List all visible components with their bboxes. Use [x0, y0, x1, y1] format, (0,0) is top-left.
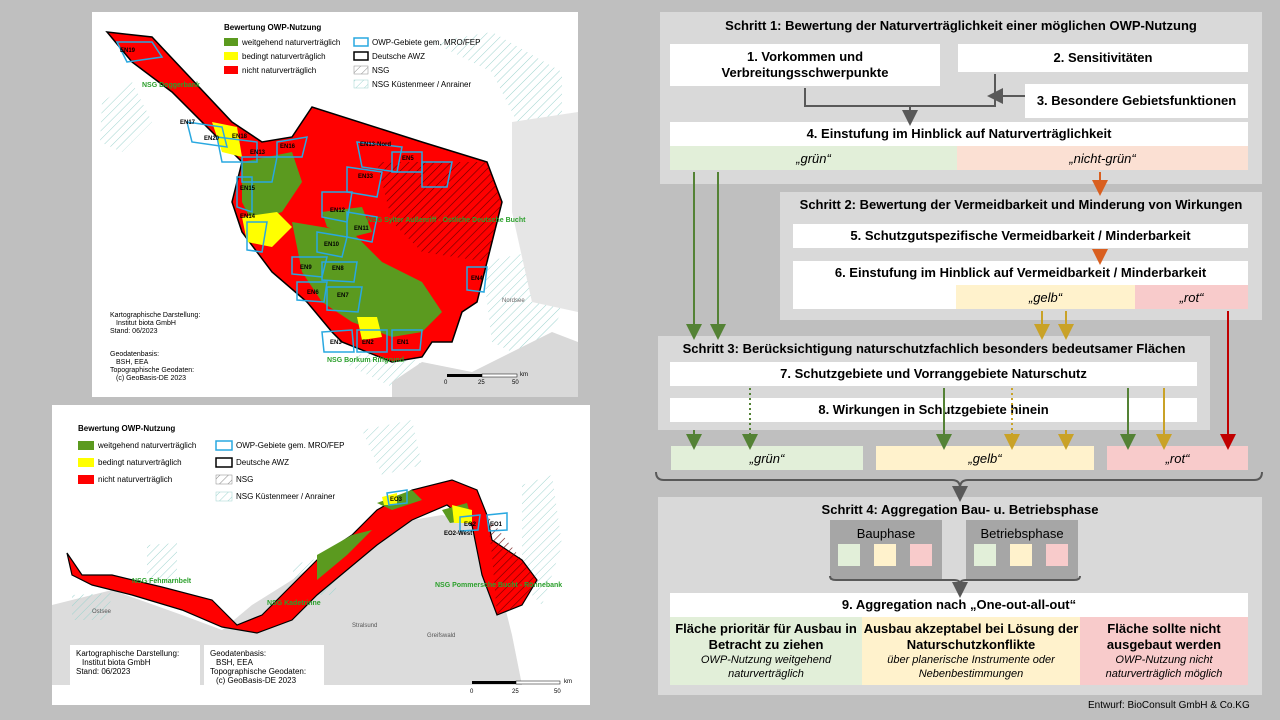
area-label: EN14 [240, 214, 256, 220]
nsg-label: NSG Doggerbank [142, 82, 200, 89]
map2-scale-bar [470, 679, 572, 695]
nsg-label: NSG Borkum Riffgrund [327, 357, 404, 364]
area-label: EN7 [337, 293, 349, 299]
legend-item: weitgehend naturverträglich [242, 38, 341, 47]
legend-item: nicht naturverträglich [242, 66, 317, 75]
nsg-kuestenmeer-area [72, 593, 112, 620]
final-gruen-sub: OWP-Nutzung weitgehend naturverträglich [700, 654, 832, 680]
result-white-spacer [793, 285, 956, 309]
final-rot [1080, 617, 1248, 685]
svg-text:EO2-West: EO2-West [444, 531, 473, 537]
svg-text:BSH, EEA: BSH, EEA [216, 658, 253, 667]
bauphase-swatch-gruen [838, 544, 860, 566]
svg-text:NSG Kadetrinne: NSG Kadetrinne [267, 600, 321, 607]
area-label: EN10 [324, 242, 340, 248]
legend-item: OWP-Gebiete gem. MRO/FEP [372, 38, 481, 47]
step3-title: Schritt 3: Berücksichtigung naturschutzfachlich besonders bedeutsamer Flächen [682, 341, 1186, 356]
svg-text:Geodatenbasis:: Geodatenbasis: [210, 649, 267, 658]
box-4-einstufung: 4. Einstufung im Hinblick auf Naturverträglichkeit [670, 122, 1248, 146]
area-label: EN2 [362, 340, 374, 346]
svg-text:25: 25 [512, 689, 519, 695]
step1-title: Schritt 1: Bewertung der Naturverträglichkeit einer möglichen OWP-Nutzung [725, 18, 1197, 33]
map-ostsee-graphic [52, 405, 590, 705]
bracket-outcomes [656, 472, 1262, 488]
nsg-kuestenmeer-area [362, 420, 422, 475]
area-label: EN33 [358, 174, 374, 180]
box-6-einstufung-vermeidbarkeit: 6. Einstufung im Hinblick auf Vermeidbarkeit / Minderbarkeit [793, 261, 1248, 285]
map-nordsee [92, 12, 578, 397]
step4-title: Schritt 4: Aggregation Bau- u. Betriebsphase [821, 502, 1099, 517]
svg-text:Institut biota GmbH: Institut biota GmbH [82, 658, 151, 667]
svg-text:Stand: 06/2023: Stand: 06/2023 [110, 328, 158, 335]
result-nicht-gruen-step1: „nicht-grün“ [957, 146, 1248, 170]
area-label: EN8 [332, 266, 344, 272]
final-rot-title: Fläche sollte nicht ausgebaut werden [1106, 621, 1222, 652]
area-label: EN11 [354, 226, 369, 232]
area-label: EN13 [250, 150, 266, 156]
area-label: EN3 [330, 340, 342, 346]
box-7-schutzgebiete: 7. Schutzgebiete und Vorranggebiete Naturschutz [670, 362, 1197, 386]
svg-text:0: 0 [470, 689, 474, 695]
svg-text:NSG Pommersche Bucht - Rönneba: NSG Pommersche Bucht - Rönnebank [435, 582, 563, 589]
box-5-vermeidbarkeit: 5. Schutzgutspezifische Vermeidbarkeit / Minderbarkeit [793, 224, 1248, 248]
svg-text:BSH, EEA: BSH, EEA [116, 359, 149, 366]
area-label: EN19 [120, 48, 136, 54]
area-label: EN20 [204, 136, 220, 142]
legend-title: Bewertung OWP-Nutzung [224, 23, 322, 32]
betriebsphase-swatch-gruen [974, 544, 996, 566]
svg-text:Stand: 06/2023: Stand: 06/2023 [76, 667, 131, 676]
area-label: EN4 [471, 276, 483, 282]
svg-text:Bewertung OWP-Nutzung: Bewertung OWP-Nutzung [78, 424, 176, 433]
svg-text:NSG: NSG [236, 475, 254, 484]
svg-text:Institut biota GmbH: Institut biota GmbH [116, 320, 176, 327]
step2-title: Schritt 2: Bewertung der Vermeidbarkeit und Minderung von Wirkungen [799, 197, 1243, 212]
map2-credits [70, 645, 324, 689]
final-gelb-title: Ausbau akzeptabel bei Lösung der Naturschutzkonflikte [863, 621, 1079, 652]
result-gruen-step1: „grün“ [670, 146, 957, 170]
legend-item: NSG Küstenmeer / Anrainer [372, 80, 472, 89]
svg-text:50: 50 [554, 689, 561, 695]
box-3-gebietsfunktionen: 3. Besondere Gebietsfunktionen [1025, 84, 1248, 118]
svg-text:EO1: EO1 [490, 522, 503, 528]
area-label: EN16 [280, 144, 296, 150]
svg-text:weitgehend naturverträglich: weitgehend naturverträglich [98, 441, 197, 450]
box-2-sensitivitaeten: 2. Sensitivitäten [958, 44, 1248, 72]
svg-text:Stralsund: Stralsund [352, 623, 378, 629]
nsg-label: NSG Sylter Außenriff - Östliche Deutsche Bucht [367, 217, 526, 224]
legend-item: bedingt naturverträglich [242, 52, 326, 61]
svg-text:Ostsee: Ostsee [92, 609, 112, 615]
final-gelb-sub: über planerische Instrumente oder Nebenbestimmungen [887, 654, 1055, 680]
svg-text:Deutsche AWZ: Deutsche AWZ [236, 458, 290, 467]
outcome-rot: „rot“ [1107, 446, 1248, 470]
betriebsphase-swatch-gelb [1010, 544, 1032, 566]
svg-text:25: 25 [478, 380, 485, 386]
sea-label: Nordsee [502, 298, 525, 304]
area-label: EN5 [402, 156, 414, 162]
bauphase-label: Bauphase [856, 526, 916, 541]
final-gruen-title: Fläche prioritär für Ausbau in Betracht zu ziehen [675, 621, 857, 652]
betriebsphase-label: Betriebsphase [980, 526, 1064, 541]
map-nordsee-graphic [92, 12, 578, 397]
betriebsphase-swatch-rot [1046, 544, 1068, 566]
area-label: EN9 [300, 265, 312, 271]
outcome-gelb: „gelb“ [876, 446, 1094, 470]
box-9-aggregation: 9. Aggregation nach „One-out-all-out“ [670, 593, 1248, 617]
area-label: EN18 [232, 134, 248, 140]
map2-legend [78, 424, 344, 501]
area-label: EN17 [180, 120, 196, 126]
legend-item: NSG [372, 66, 390, 75]
box-1-vorkommen: 1. Vorkommen und Verbreitungsschwerpunkte [670, 44, 940, 86]
svg-text:EO3: EO3 [390, 497, 403, 503]
svg-text:50: 50 [512, 380, 519, 386]
area-label: EN13-Nord [360, 142, 392, 148]
svg-text:bedingt naturverträglich: bedingt naturverträglich [98, 458, 182, 467]
bauphase-swatch-gelb [874, 544, 896, 566]
svg-text:NSG Fehmarnbelt: NSG Fehmarnbelt [132, 578, 192, 585]
box-8-wirkungen: 8. Wirkungen in Schutzgebiete hinein [670, 398, 1197, 422]
credit-text: Entwurf: BioConsult GmbH & Co.KG [1088, 700, 1250, 711]
map1-legend [224, 23, 480, 89]
svg-text:NSG Küstenmeer / Anrainer: NSG Küstenmeer / Anrainer [236, 492, 336, 501]
svg-text:Kartographische Darstellung:: Kartographische Darstellung: [76, 649, 180, 658]
result-gelb-step2: „gelb“ [956, 285, 1135, 309]
legend-item: Deutsche AWZ [372, 52, 426, 61]
bauphase-swatch-rot [910, 544, 932, 566]
svg-text:Topographische Geodaten:: Topographische Geodaten: [110, 367, 195, 374]
svg-text:OWP-Gebiete gem. MRO/FEP: OWP-Gebiete gem. MRO/FEP [236, 441, 345, 450]
svg-text:nicht naturverträglich: nicht naturverträglich [98, 475, 173, 484]
svg-text:Topographische Geodaten:: Topographische Geodaten: [210, 667, 307, 676]
result-rot-step2: „rot“ [1135, 285, 1248, 309]
final-gruen [670, 617, 862, 685]
final-gelb [862, 617, 1080, 685]
svg-text:(c) GeoBasis-DE 2023: (c) GeoBasis-DE 2023 [216, 676, 297, 685]
nsg-kuestenmeer-area [100, 82, 152, 152]
svg-text:km: km [520, 372, 528, 378]
svg-text:EO2: EO2 [464, 522, 477, 528]
outcome-gruen: „grün“ [671, 446, 863, 470]
final-rot-sub: OWP-Nutzung nicht naturverträglich möglich [1105, 654, 1223, 680]
svg-text:km: km [564, 679, 572, 685]
map-ostsee [52, 405, 590, 705]
svg-text:Kartographische Darstellung:: Kartographische Darstellung: [110, 312, 201, 319]
map1-credits [110, 312, 200, 382]
area-label: EN6 [307, 290, 319, 296]
svg-text:Geodatenbasis:: Geodatenbasis: [110, 351, 160, 358]
area-label: EN15 [240, 186, 256, 192]
svg-text:0: 0 [444, 380, 448, 386]
svg-text:(c) GeoBasis-DE 2023: (c) GeoBasis-DE 2023 [116, 375, 187, 382]
svg-text:Greifswald: Greifswald [427, 633, 456, 639]
area-label: EN1 [397, 340, 409, 346]
area-label: EN12 [330, 208, 346, 214]
